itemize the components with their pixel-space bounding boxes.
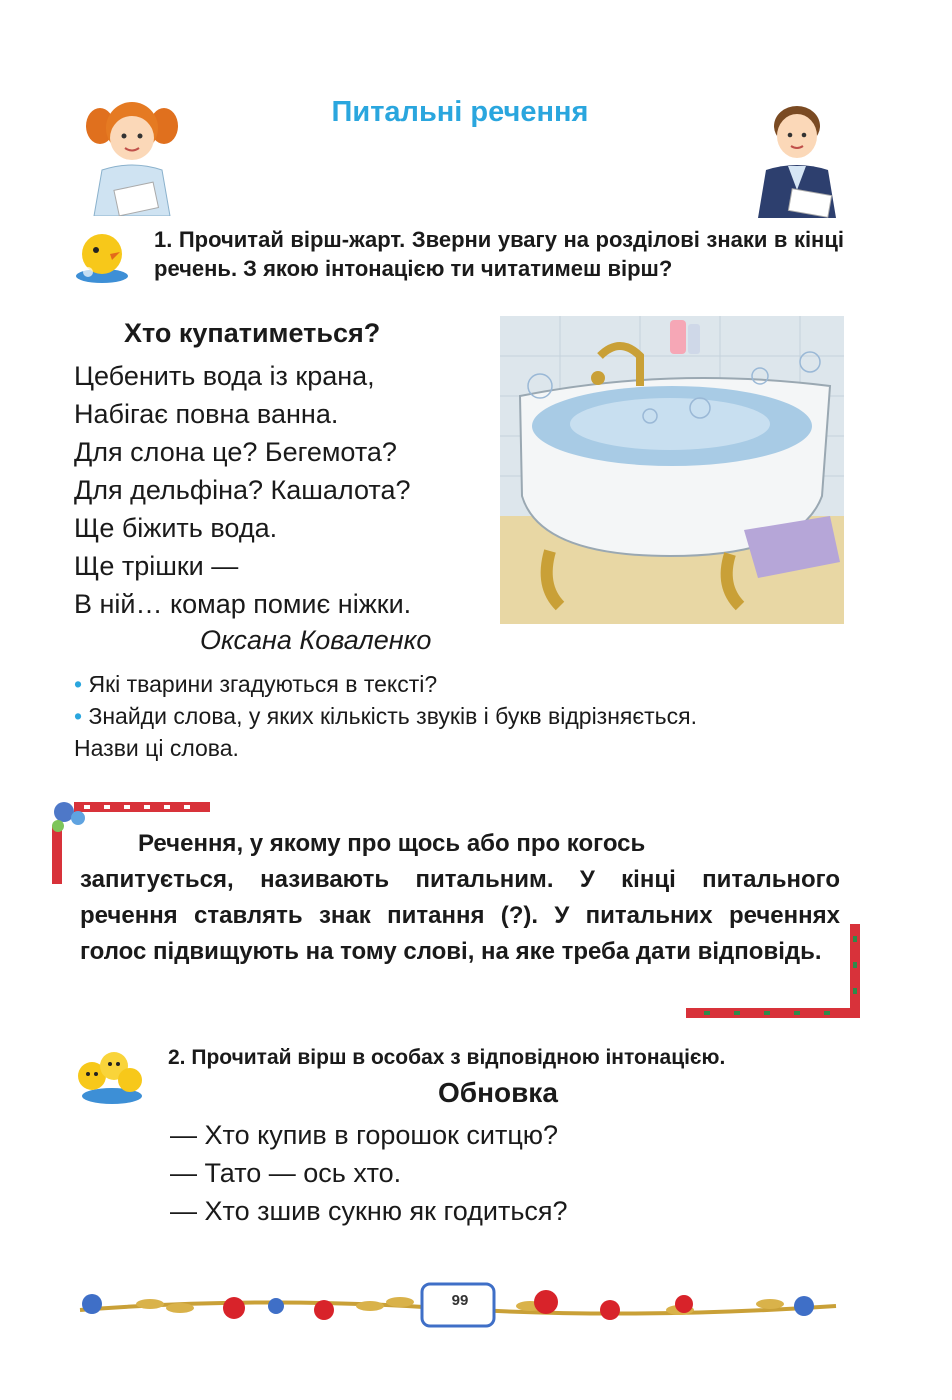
poem-line: — Хто купив в горошок ситцю? — [170, 1120, 559, 1150]
question-text: Знайди слова, у яких кількість звуків і букв відрізняється. — [88, 703, 697, 729]
page-number: 99 — [451, 1292, 469, 1309]
bullet-icon: • — [74, 703, 83, 729]
question-item — [74, 700, 854, 732]
poem-1-title: Хто купатиметься? — [124, 318, 381, 348]
grammar-rule — [80, 826, 840, 970]
question-item — [74, 668, 854, 700]
question-text: Які тварини згадуються в тексті? — [88, 671, 438, 697]
poem-line: — Тато — ось хто. — [170, 1158, 402, 1188]
smileys-icon — [72, 1046, 148, 1106]
poem-2-title: Обновка — [438, 1077, 558, 1108]
question-continuation: Назви ці слова. — [74, 735, 239, 761]
questions-list — [74, 668, 854, 764]
rule-first-line: Речення, у якому про щось або про когось — [138, 830, 646, 857]
poem-line: Ще біжить вода. — [74, 513, 278, 543]
poem-line: Для слона це? Бегемота? — [74, 437, 397, 467]
task-2-instruction: 2. Прочитай вірш в особах з відповідною інтонацією. — [168, 1046, 726, 1069]
rule-text: запитується, називають питальним. У кінці питального речення ставлять знак питання (?). У питальних реченнях голос підвищують на тому слові, на яке треба дати відповідь. — [80, 866, 840, 965]
chick-icon — [72, 228, 132, 284]
bathtub-illustration — [500, 316, 844, 624]
bullet-icon: • — [74, 671, 83, 697]
task-1-instruction: 1. Прочитай вірш-жарт. Зверни увагу на розділові знаки в кінці речень. З якою інтонацією ти читатимеш вірш? — [154, 227, 844, 281]
poem-line: — Хто зшив сукню як годиться? — [170, 1196, 568, 1226]
poem-line: В ній… комар помиє ніжки. — [74, 589, 412, 619]
poem-line: Набігає повна ванна. — [74, 399, 339, 429]
poem-1 — [74, 357, 411, 623]
poem-2 — [170, 1116, 568, 1230]
poem-line: Ще трішки — — [74, 551, 239, 581]
poem-author: Оксана Коваленко — [200, 625, 432, 655]
poem-line: Цебенить вода із крана, — [74, 361, 375, 391]
poem-line: Для дельфіна? Кашалота? — [74, 475, 411, 505]
page-title: Питальні речення — [331, 96, 589, 128]
